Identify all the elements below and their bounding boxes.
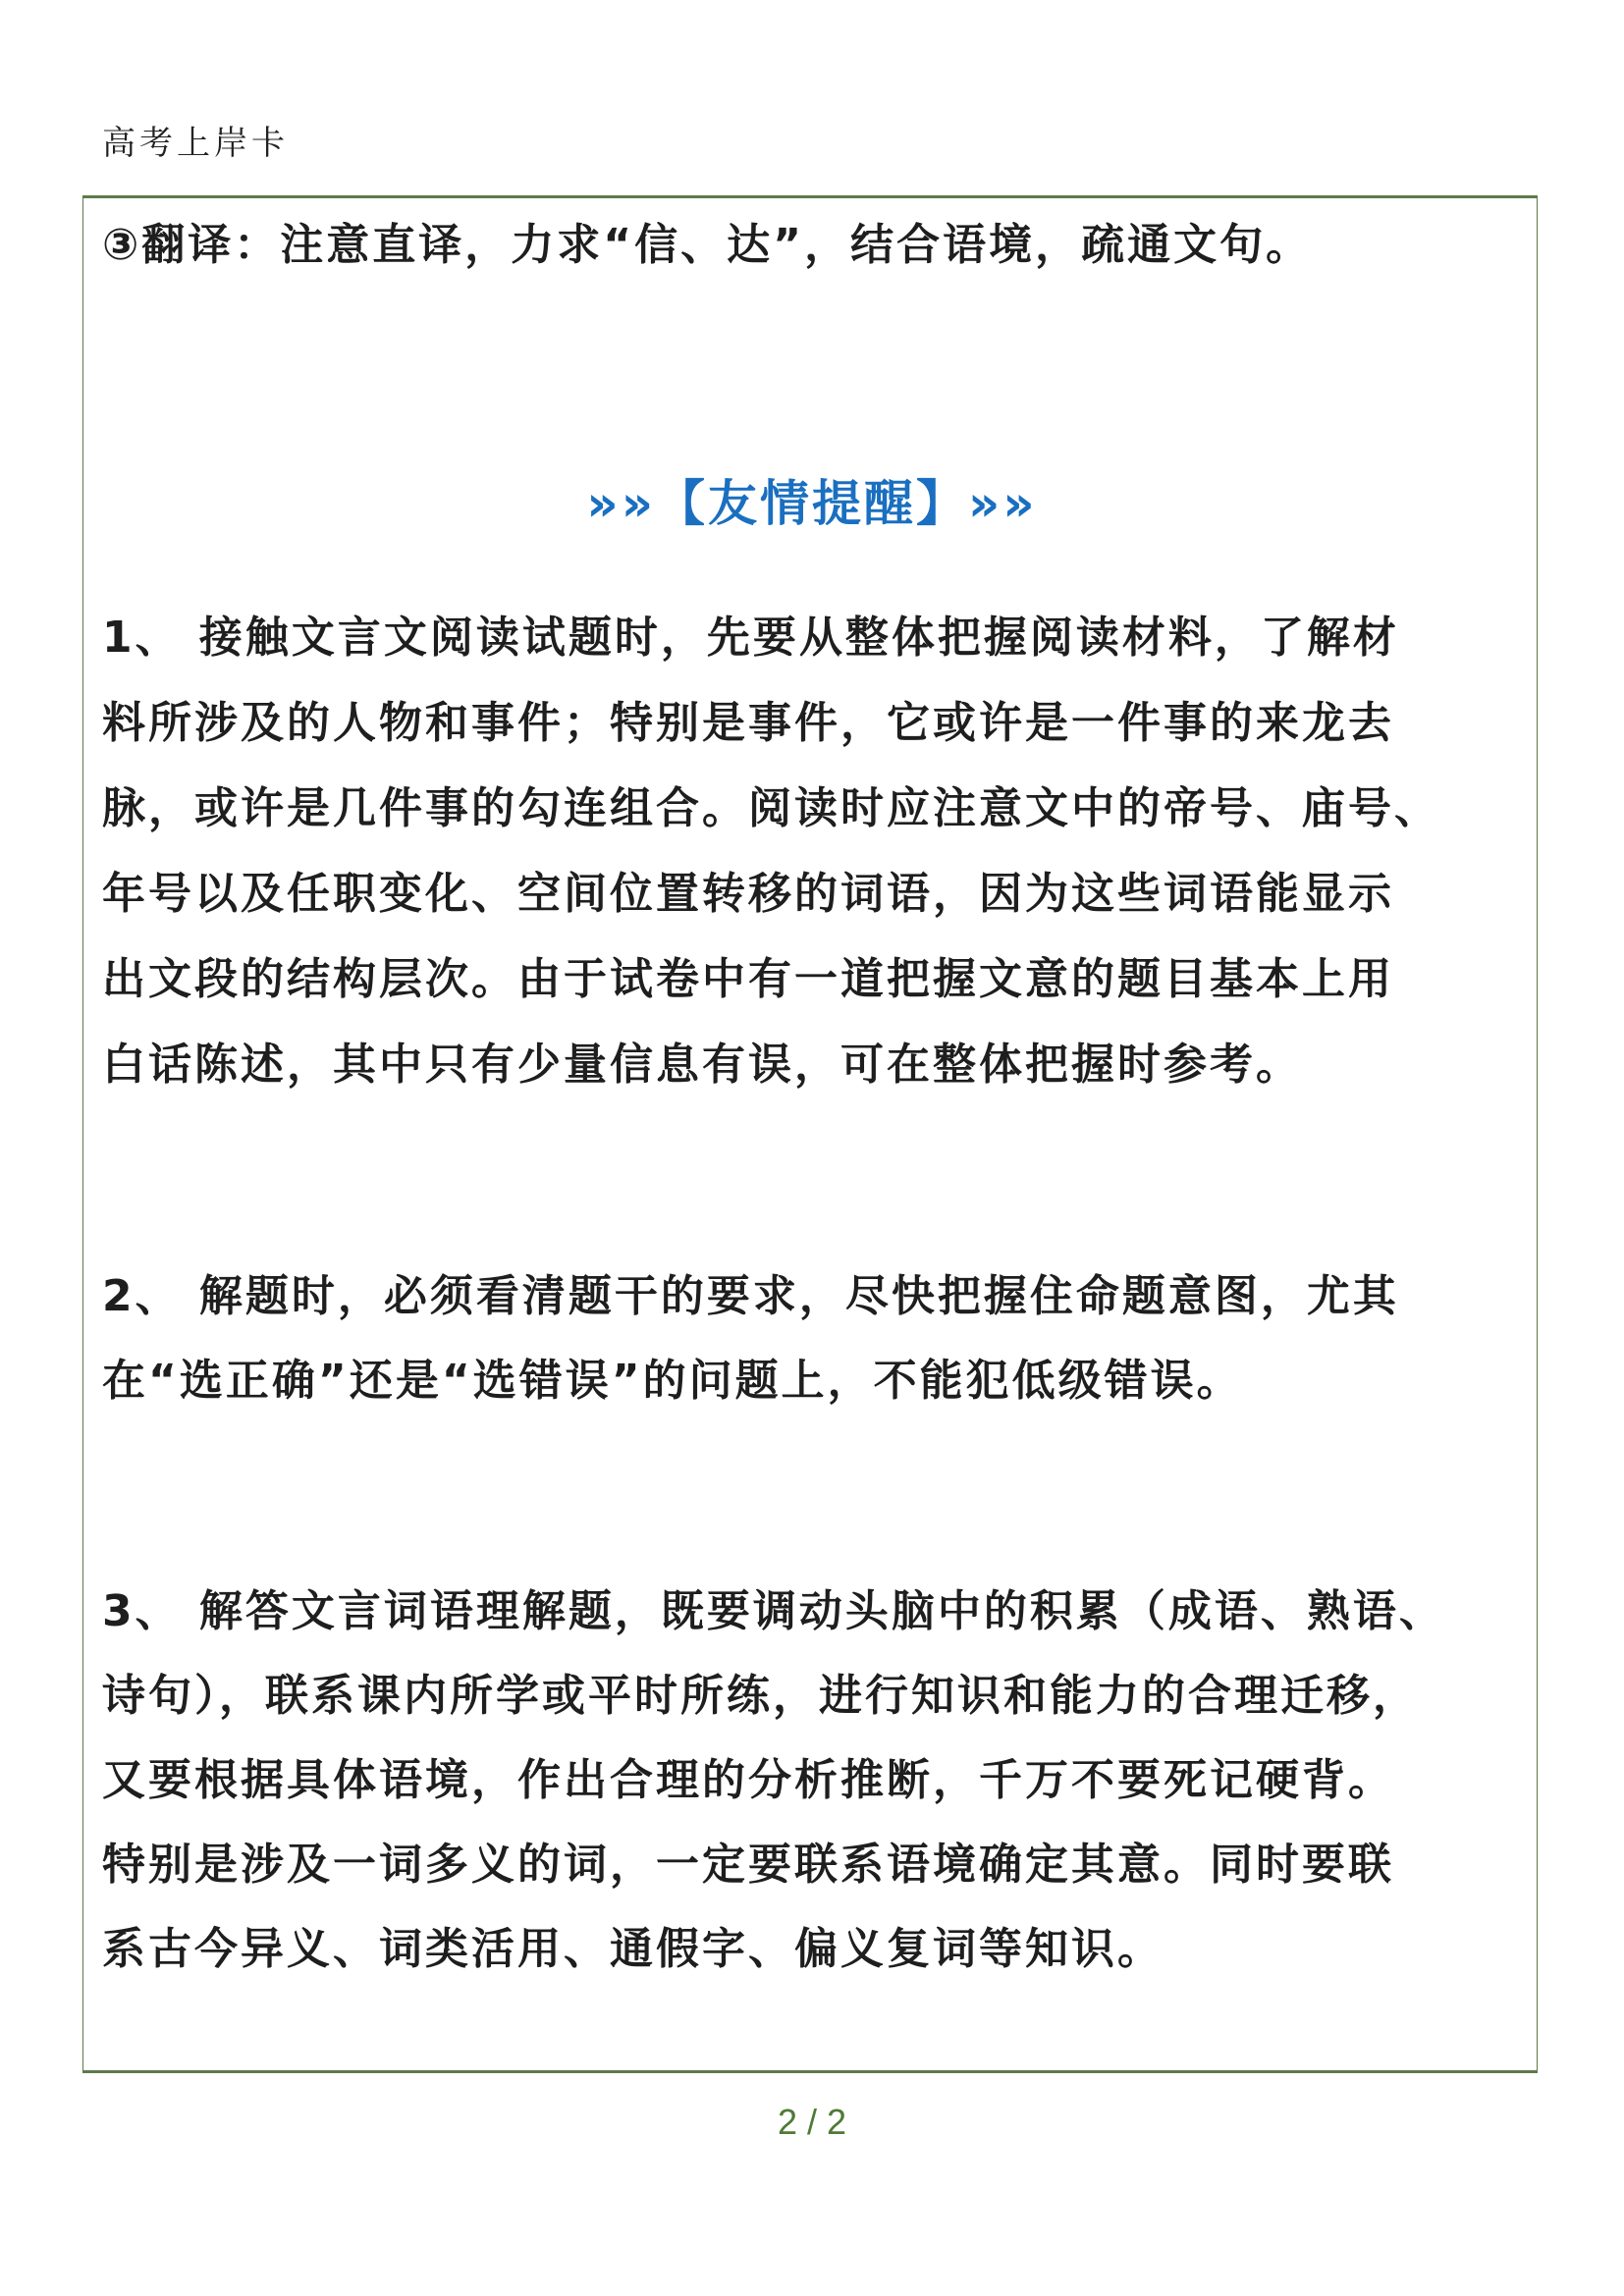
paragraph-line: 2、 解题时，必须看清题干的要求，尽快把握住命题意图，尤其 — [102, 1271, 1399, 1321]
section-heading: »»【友情提醒】»» — [586, 475, 1038, 532]
paragraph-line: 年号以及任职变化、空间位置转移的词语，因为这些词语能显示 — [102, 869, 1394, 919]
paragraph-line: 脉，或许是几件事的勾连组合。阅读时应注意文中的帝号、庙号、 — [102, 783, 1440, 833]
paragraph-line: 料所涉及的人物和事件；特别是事件，它或许是一件事的来龙去 — [102, 698, 1394, 748]
page-number: 2 / 2 — [777, 2102, 847, 2142]
paragraph-line: 系古今异义、词类活用、通假字、偏义复词等知识。 — [102, 1924, 1164, 1974]
paragraph-line: 1、 接触文言文阅读试题时，先要从整体把握阅读材料，了解材 — [102, 613, 1399, 663]
paragraph-line: 又要根据具体语境，作出合理的分析推断，千万不要死记硬背。 — [102, 1755, 1394, 1805]
paragraph-line: 在“选正确”还是“选错误”的问题上，不能犯低级错误。 — [102, 1356, 1243, 1406]
paragraph-line: 出文段的结构层次。由于试卷中有一道把握文意的题目基本上用 — [102, 954, 1394, 1004]
running-header: 高考上岸卡 — [102, 124, 289, 163]
paragraph-line: 特别是涉及一词多义的词，一定要联系语境确定其意。同时要联 — [102, 1840, 1394, 1890]
paragraph-line: 诗句），联系课内所学或平时所练，进行知识和能力的合理迁移， — [102, 1671, 1419, 1721]
paragraph-line: 3、 解答文言词语理解题，既要调动头脑中的积累（成语、熟语、 — [102, 1586, 1445, 1636]
paragraph-line: 白话陈述，其中只有少量信息有误，可在整体把握时参考。 — [102, 1040, 1302, 1090]
intro-line-translation: ③翻译：注意直译，力求“信、达”，结合语境，疏通文句。 — [102, 220, 1313, 270]
